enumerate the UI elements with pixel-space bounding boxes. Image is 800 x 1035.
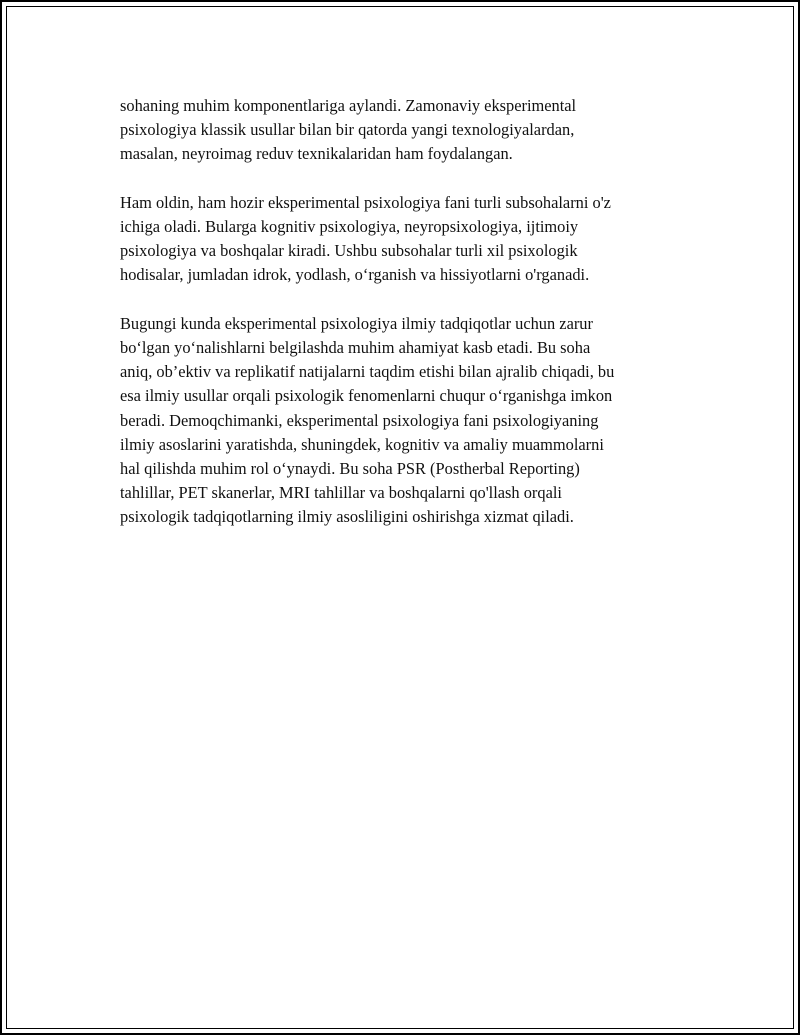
paragraph-3: Bugungi kunda eksperimental psixologiya ilmiy tadqiqotlar uchun zarur bo‘lgan yo‘nalishlarni belgilashda muhim ahamiyat kasb etadi. Bu soha aniq, ob’ektiv va replikatif natijalarni taqdim etishi bilan ajralib chiqadi, bu esa ilmiy usullar orqali psixologik fenomenlarni chuqur o‘rganishga imkon beradi. Demoqchimanki, eksperimental psixologiya fani psixologiyaning ilmiy asoslarini yaratishda, shuningdek, kognitiv va amaliy muammolarni hal qilishda muhim rol o‘ynaydi. Bu soha PSR (Postherbal Reporting) tahlillar, PET skanerlar, MRI tahlillar va boshqalarni qo'llash orqali psixologik tadqiqotlarning ilmiy asosliligini oshirishga xizmat qiladi. [120, 313, 615, 527]
document-body [120, 94, 680, 554]
paragraph-1: sohaning muhim komponentlariga aylandi. Zamonaviy eksperimental psixologiya klassik usullar bilan bir qatorda yangi texnologiyalardan, masalan, neyroimag reduv texnikalaridan ham foydalangan. [120, 96, 577, 164]
paragraph-2: Ham oldin, ham hozir eksperimental psixologiya fani turli subsohalarni o'z ichiga oladi. Bularga kognitiv psixologiya, neyropsixologiya, ijtimoiy psixologiya va boshqalar kiradi. Ushbu subsohalar turli xil psixologik hodisalar, jumladan idrok, yodlash, o‘rganish va hissiyotlarni o'rganadi. [120, 192, 611, 285]
